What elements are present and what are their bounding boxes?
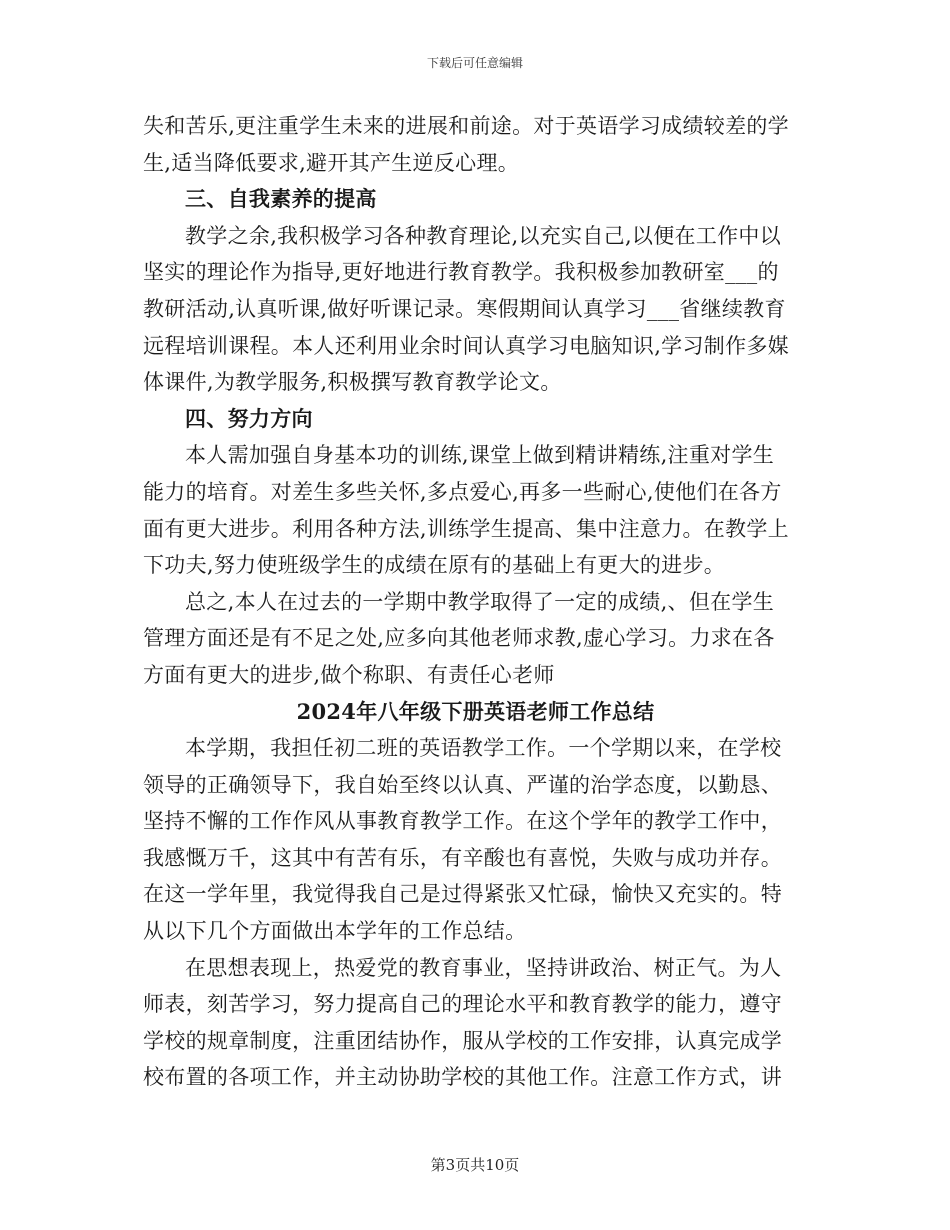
text-line: 在这一学年里，我觉得我自己是过得紧张又忙碌，愉快又充实的。特 bbox=[143, 882, 782, 907]
text-line: 失和苦乐,更注重学生未来的进展和前途。对于英语学习成绩较差的学 bbox=[143, 114, 789, 138]
page-header: 下载后可任意编辑 bbox=[426, 56, 523, 70]
section-heading: 四、努力方向 bbox=[185, 405, 313, 431]
text-line: 校布置的各项工作，并主动协助学校的其他工作。注意工作方式，讲 bbox=[143, 1065, 782, 1090]
text-line: 下功夫,努力使班级学生的成绩在原有的基础上有更大的进步。 bbox=[143, 553, 726, 578]
paragraph-first-line: 本学期，我担任初二班的英语教学工作。一个学期以来，在学校 bbox=[185, 736, 782, 761]
document-body bbox=[143, 108, 808, 1096]
paragraph-first-line: 在思想表现上，热爱党的教育事业，坚持讲政治、树正气。为人 bbox=[185, 955, 782, 980]
section-heading: 三、自我素养的提高 bbox=[185, 186, 377, 212]
text-line: 学校的规章制度，注重团结协作，服从学校的工作安排，认真完成学 bbox=[143, 1028, 782, 1053]
text-line: 远程培训课程。本人还利用业余时间认真学习电脑知识,学习制作多媒 bbox=[143, 333, 789, 358]
text-line: 生,适当降低要求,避开其产生逆反心理。 bbox=[143, 150, 520, 175]
text-line: 能力的培育。对差生多些关怀,多点爱心,再多一些耐心,使他们在各方 bbox=[143, 479, 782, 504]
paragraph-first-line: 总之,本人在过去的一学期中教学取得了一定的成绩,、但在学生 bbox=[185, 589, 775, 614]
text-line: 坚实的理论作为指导,更好地进行教育教学。我积极参加教研室___的 bbox=[143, 260, 779, 285]
text-line: 方面有更大的进步,做个称职、有责任心老师 bbox=[143, 662, 555, 687]
text-line: 体课件,为教学服务,积极撰写教育教学论文。 bbox=[143, 370, 562, 395]
text-line: 从以下几个方面做出本学年的工作总结。 bbox=[143, 919, 527, 944]
text-line: 坚持不懈的工作作风从事教育教学工作。在这个学年的教学工作中， bbox=[143, 809, 782, 834]
text-line: 管理方面还是有不足之处,应多向其他老师求教,虚心学习。力求在各 bbox=[143, 626, 775, 651]
paragraph-first-line: 教学之余,我积极学习各种教育理论,以充实自己,以便在工作中以 bbox=[185, 223, 782, 248]
text-line: 面有更大进步。利用各种方法,训练学生提高、集中注意力。在教学上 bbox=[143, 516, 789, 541]
page-footer: 第3页共10页 bbox=[430, 1156, 520, 1174]
text-line: 我感慨万千，这其中有苦有乐，有辛酸也有喜悦，失败与成功并存。 bbox=[143, 845, 782, 870]
text-line: 师表，刻苦学习，努力提高自己的理论水平和教育教学的能力，遵守 bbox=[143, 992, 782, 1017]
paragraph-first-line: 本人需加强自身基本功的训练,课堂上做到精讲精练,注重对学生 bbox=[185, 443, 775, 468]
text-line: 教研活动,认真听课,做好听课记录。寒假期间认真学习___省继续教育 bbox=[143, 296, 786, 321]
document-title: 2024年八年级下册英语老师工作总结 bbox=[296, 698, 655, 724]
text-line: 领导的正确领导下，我自始至终以认真、严谨的治学态度，以勤恳、 bbox=[143, 772, 782, 797]
